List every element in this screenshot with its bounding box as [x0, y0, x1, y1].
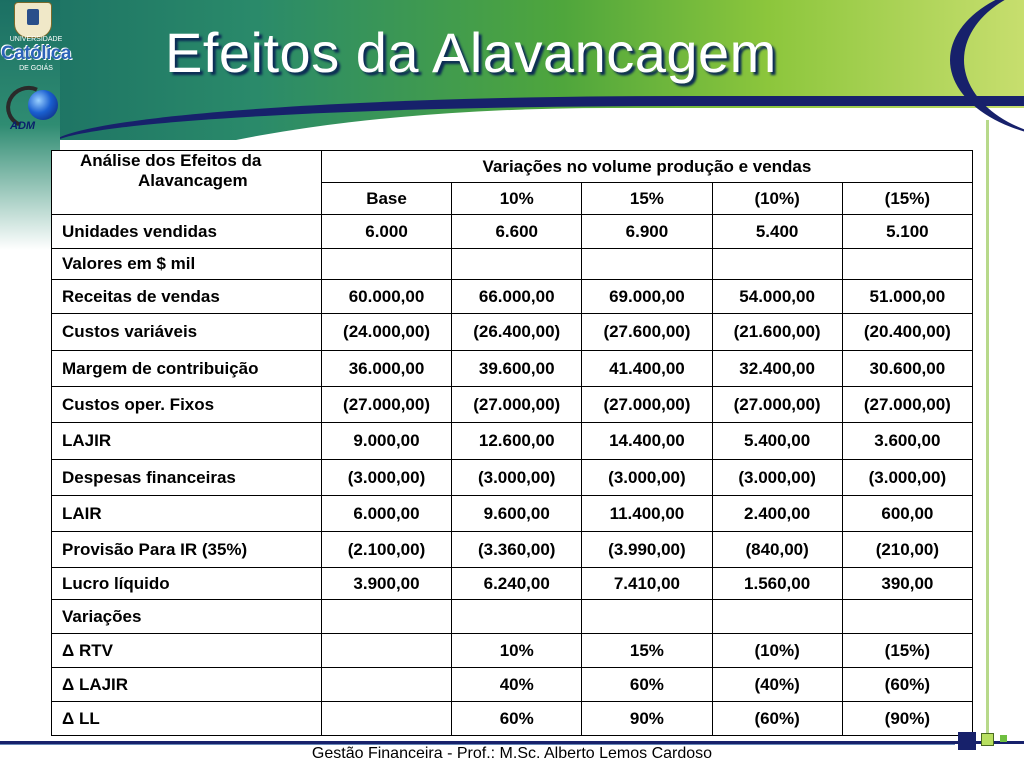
table-row	[52, 280, 973, 314]
table-cell: 12.600,00	[452, 423, 582, 460]
column-header-base: Base	[321, 183, 451, 215]
row-label: Valores em $ mil	[52, 249, 322, 280]
table-cell: (3.000,00)	[452, 460, 582, 496]
table-cell: 5.100	[842, 215, 972, 249]
table-cell: 10%	[452, 634, 582, 668]
table-cell: 5.400	[712, 215, 842, 249]
row-label: Custos variáveis	[52, 314, 322, 351]
slide-title: Efeitos da Alavancagem	[165, 21, 777, 84]
table-cell	[582, 600, 712, 634]
table-cell	[712, 600, 842, 634]
table-cell: 390,00	[842, 568, 972, 600]
row-label: Margem de contribuição	[52, 351, 322, 387]
table-cell: 15%	[582, 634, 712, 668]
table-row	[52, 568, 973, 600]
table-cell: 9.600,00	[452, 496, 582, 532]
university-seal-icon	[14, 2, 52, 38]
row-label: Δ RTV	[52, 634, 322, 668]
table-cell: 41.400,00	[582, 351, 712, 387]
table-cell: (3.360,00)	[452, 532, 582, 568]
table-row	[52, 249, 973, 280]
table-cell: (840,00)	[712, 532, 842, 568]
table-cell: 54.000,00	[712, 280, 842, 314]
table-cell: (3.000,00)	[321, 460, 451, 496]
adm-logo-text: ADM	[10, 120, 36, 132]
table-cell: (24.000,00)	[321, 314, 451, 351]
table-cell: 6.900	[582, 215, 712, 249]
table-cell: (27.000,00)	[582, 387, 712, 423]
row-label: LAJIR	[52, 423, 322, 460]
table-header-row	[52, 151, 973, 183]
table-cell: 14.400,00	[582, 423, 712, 460]
table-row	[52, 314, 973, 351]
table-cell: (27.000,00)	[842, 387, 972, 423]
logo-small-top: UNIVERSIDADE	[9, 36, 63, 43]
table-row	[52, 634, 973, 668]
table-cell: (90%)	[842, 702, 972, 736]
table-row	[52, 423, 973, 460]
leverage-table	[51, 150, 973, 736]
table-cell: 39.600,00	[452, 351, 582, 387]
table-row	[52, 532, 973, 568]
table-cell: (27.000,00)	[712, 387, 842, 423]
table-cell: 51.000,00	[842, 280, 972, 314]
table-row	[52, 215, 973, 249]
table-row	[52, 702, 973, 736]
row-label: Custos oper. Fixos	[52, 387, 322, 423]
group-header: Variações no volume produção e vendas	[321, 151, 972, 183]
table-cell: (60%)	[842, 668, 972, 702]
table-cell	[582, 249, 712, 280]
table-cell: (15%)	[842, 634, 972, 668]
footer-square-small-icon	[1000, 735, 1007, 742]
table-cell: (26.400,00)	[452, 314, 582, 351]
table-cell: 11.400,00	[582, 496, 712, 532]
table-cell: 36.000,00	[321, 351, 451, 387]
table-cell: 6.240,00	[452, 568, 582, 600]
table-cell: 60.000,00	[321, 280, 451, 314]
row-label: Unidades vendidas	[52, 215, 322, 249]
table-cell: 600,00	[842, 496, 972, 532]
column-header-10pct: 10%	[452, 183, 582, 215]
table-cell: 7.410,00	[582, 568, 712, 600]
table-cell: 2.400,00	[712, 496, 842, 532]
table-row	[52, 460, 973, 496]
table-cell: 5.400,00	[712, 423, 842, 460]
table-cell	[842, 600, 972, 634]
table-cell: 30.600,00	[842, 351, 972, 387]
table-cell	[321, 702, 451, 736]
table-cell	[842, 249, 972, 280]
table-cell: (27.000,00)	[452, 387, 582, 423]
table-cell: (3.990,00)	[582, 532, 712, 568]
table-cell: 3.600,00	[842, 423, 972, 460]
table-cell	[321, 600, 451, 634]
table-cell: (210,00)	[842, 532, 972, 568]
table-cell: 66.000,00	[452, 280, 582, 314]
table-row	[52, 668, 973, 702]
table-cell	[712, 249, 842, 280]
table-cell	[321, 249, 451, 280]
logo-university-name: Católica	[1, 43, 71, 64]
table-cell: 6.600	[452, 215, 582, 249]
corner-header-line1: Análise dos Efeitos da	[80, 151, 262, 170]
row-label: LAIR	[52, 496, 322, 532]
table-row	[52, 496, 973, 532]
table-corner-header	[52, 151, 322, 215]
column-header-neg10pct: (10%)	[712, 183, 842, 215]
row-label: Provisão Para IR (35%)	[52, 532, 322, 568]
table-row	[52, 351, 973, 387]
row-label: Despesas financeiras	[52, 460, 322, 496]
table-cell: (3.000,00)	[582, 460, 712, 496]
table-cell: (60%)	[712, 702, 842, 736]
corner-header-line2: Alavancagem	[138, 171, 248, 190]
row-label: Δ LAJIR	[52, 668, 322, 702]
adm-logo	[6, 80, 60, 136]
table-cell: (10%)	[712, 634, 842, 668]
table-cell: (20.400,00)	[842, 314, 972, 351]
table-row	[52, 600, 973, 634]
table-cell: (2.100,00)	[321, 532, 451, 568]
right-edge-line	[986, 120, 989, 740]
table-cell: 1.560,00	[712, 568, 842, 600]
table-cell: 6.000	[321, 215, 451, 249]
row-label: Variações	[52, 600, 322, 634]
column-header-neg15pct: (15%)	[842, 183, 972, 215]
table-cell	[452, 249, 582, 280]
table-cell: 40%	[452, 668, 582, 702]
table-cell: (3.000,00)	[712, 460, 842, 496]
adm-sphere-icon	[28, 90, 58, 120]
university-logo	[0, 36, 72, 72]
table-cell	[321, 668, 451, 702]
table-cell: 60%	[582, 668, 712, 702]
table-cell: 6.000,00	[321, 496, 451, 532]
table-cell	[452, 600, 582, 634]
logo-small-bottom: DE GOIÁS	[19, 65, 53, 72]
table-cell: 90%	[582, 702, 712, 736]
table-cell: 69.000,00	[582, 280, 712, 314]
row-label: Lucro líquido	[52, 568, 322, 600]
footer-text: Gestão Financeira - Prof.: M.Sc. Alberto Lemos Cardoso	[311, 745, 713, 762]
table-cell	[321, 634, 451, 668]
table-cell: (3.000,00)	[842, 460, 972, 496]
table-cell: (27.600,00)	[582, 314, 712, 351]
table-cell: (21.600,00)	[712, 314, 842, 351]
column-header-15pct: 15%	[582, 183, 712, 215]
table-cell: 9.000,00	[321, 423, 451, 460]
table-cell: (27.000,00)	[321, 387, 451, 423]
table-cell: (40%)	[712, 668, 842, 702]
table-cell: 60%	[452, 702, 582, 736]
table-row	[52, 387, 973, 423]
row-label: Receitas de vendas	[52, 280, 322, 314]
table-cell: 3.900,00	[321, 568, 451, 600]
row-label: Δ LL	[52, 702, 322, 736]
table-cell: 32.400,00	[712, 351, 842, 387]
